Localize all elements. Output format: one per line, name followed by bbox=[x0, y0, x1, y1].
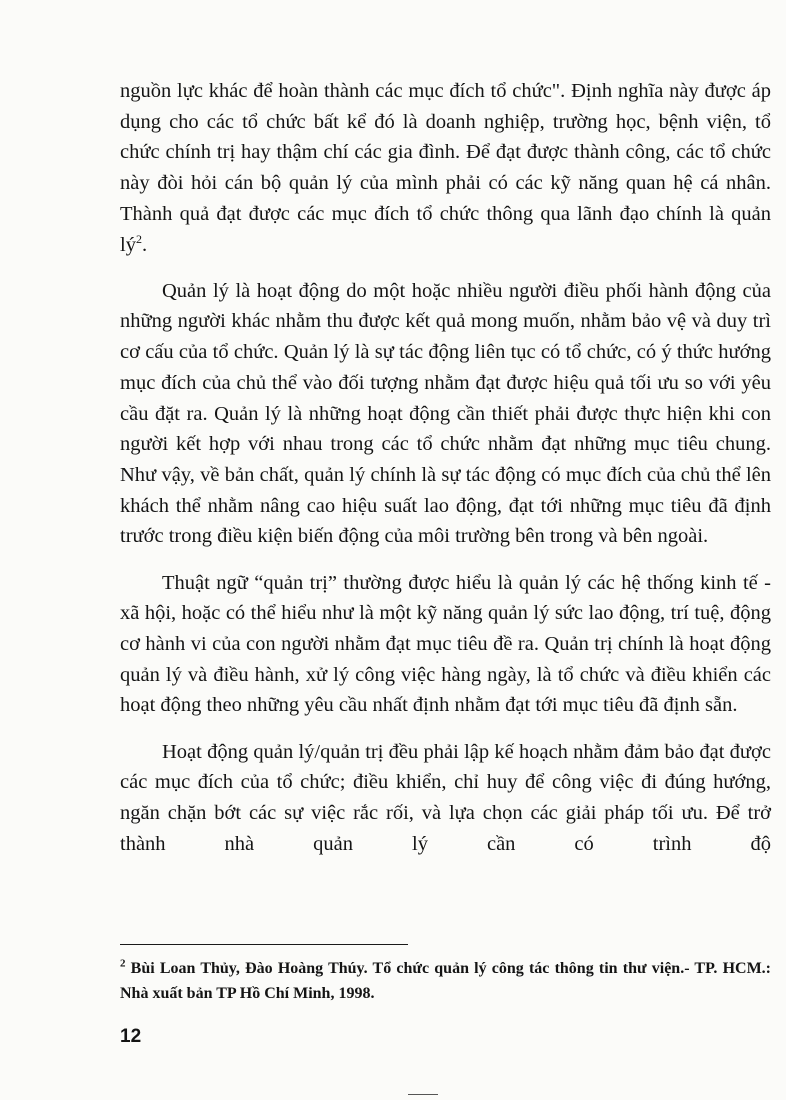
paragraph-1-end: . bbox=[141, 233, 148, 256]
paragraph-1 bbox=[120, 76, 771, 260]
footnote-reference: 2 bbox=[135, 231, 142, 246]
footnote bbox=[120, 956, 771, 1006]
page-number: 12 bbox=[120, 1026, 142, 1047]
paragraph-2: Quản lý là hoạt động do một hoặc nhiều người điều phối hành động của những người khác nhằm thu được kết quả mong muốn, nhằm bảo vệ và duy trì cơ cấu của tổ chức. Quản lý là sự tác động liên tục có tổ chức, có ý thức hướng mục đích của chủ thể vào đối tượng nhằm đạt được hiệu quả tối ưu so với yêu cầu đặt ra. Quản lý là những hoạt động cần thiết phải được thực hiện khi con người kết hợp với nhau trong các tổ chức nhằm đạt những mục tiêu chung. Như vậy, về bản chất, quản lý chính là sự tác động có mục đích của chủ thể lên khách thể nhằm nâng cao hiệu suất lao động, đạt tới những mục tiêu đã định trước trong điều kiện biến động của môi trường bên trong và bên ngoài. bbox=[120, 279, 771, 548]
scan-edge-mark bbox=[408, 1094, 438, 1095]
footnote-marker: 2 bbox=[120, 957, 126, 970]
paragraph-1-text: nguồn lực khác để hoàn thành các mục đích tổ chức". Định nghĩa này được áp dụng cho các tổ chức bất kể đó là doanh nghiệp, trường học, bệnh viện, tổ chức chính trị hay thậm chí các gia đình. Để đạt được thành công, các tổ chức này đòi hỏi cán bộ quản lý của mình phải có các kỹ năng quan hệ cá nhân. Thành quả đạt được các mục đích tổ chức thông qua lãnh đạo chính là quản lý bbox=[120, 80, 771, 256]
body-text bbox=[120, 76, 771, 859]
footnote-divider bbox=[120, 944, 408, 945]
paragraph-3: Thuật ngữ “quản trị” thường được hiểu là quản lý các hệ thống kinh tế - xã hội, hoặc có thể hiểu như là một kỹ năng quản lý sức lao động, trí tuệ, động cơ hành vi của con người nhằm đạt mục tiêu đề ra. Quản trị chính là hoạt động quản lý và điều hành, xử lý công việc hàng ngày, là tổ chức và điều khiển các hoạt động theo những yêu cầu nhất định nhằm đạt tới mục tiêu đã định sẵn. bbox=[120, 571, 771, 717]
footnote-text: Bùi Loan Thủy, Đào Hoàng Thúy. Tổ chức quản lý công tác thông tin thư viện.- TP. HCM.: Nhà xuất bản TP Hồ Chí Minh, 1998. bbox=[120, 960, 771, 1002]
paragraph-4: Hoạt động quản lý/quản trị đều phải lập kế hoạch nhằm đảm bảo đạt được các mục đích của tổ chức; điều khiển, chỉ huy để công việc đi đúng hướng, ngăn chặn bớt các sự việc rắc rối, và lựa chọn các giải pháp tối ưu. Để trở thành nhà quản lý cần có trình độ bbox=[120, 740, 771, 855]
